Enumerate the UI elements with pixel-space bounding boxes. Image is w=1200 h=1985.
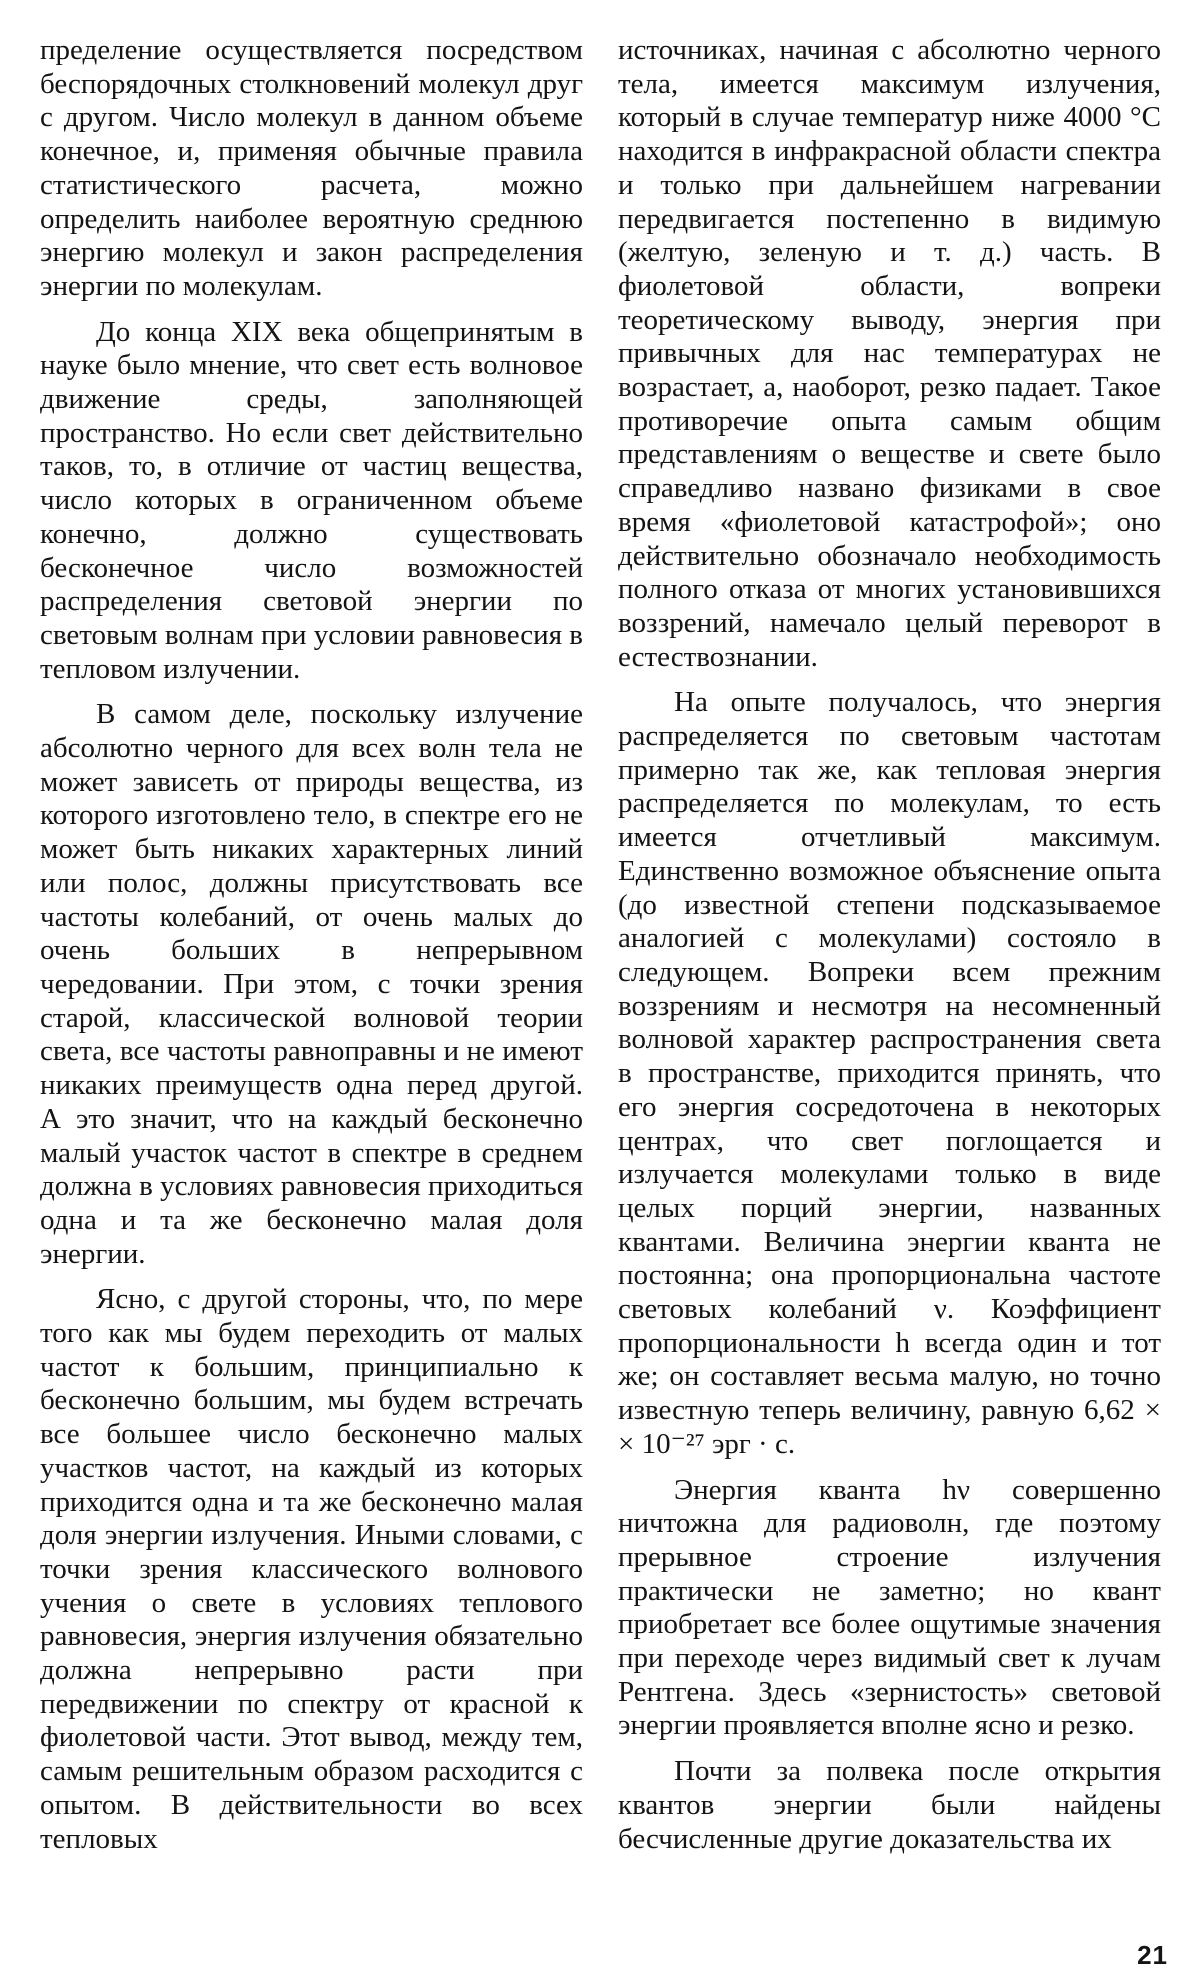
page-number: 21 <box>1137 1940 1168 1970</box>
paragraph: пределение осуществляется посредством беспорядочных столкновений молекул друг с другом. Число молекул в данном объеме конечное, и, применяя обычные правила статистического расчета, можно определить наиболее вероятную среднюю энергию молекул и закон распределения энергии по молекулам. <box>40 34 583 302</box>
left-column <box>40 34 583 1868</box>
paragraph: источниках, начиная с абсолютно черного тела, имеется максимум излучения, который в случае температур ниже 4000 °С находится в инфракрасной области спектра и только при дальнейшем нагревании передвигается постепенно в видимую (желтую, зеленую и т. д.) часть. В фиолетовой области, вопреки теоретическому выводу, энергия при привычных для нас температурах не возрастает, а, наоборот, резко падает. Такое противоречие опыта самым общим представлениям о веществе и свете было справедливо названо физиками в свое время «фиолетовой катастрофой»; оно действительно обозначало необходимость полного отказа от многих установившихся воззрений, намечало целый переворот в естествознании. <box>618 34 1161 673</box>
paragraph: Ясно, с другой стороны, что, по мере того как мы будем переходить от малых частот к большим, принципиально к бесконечно большим, мы будем встречать все большее число бесконечно малых участков частот, на каждый из которых приходится одна и та же бесконечно малая доля энергии излучения. Иными словами, с точки зрения классического волнового учения о свете в условиях теплового равновесия, энергия излучения обязательно должна непрерывно расти при передвижении по спектру от красной к фиолетовой части. Этот вывод, между тем, самым решительным образом расходится с опытом. В действительности во всех тепловых <box>40 1283 583 1855</box>
paragraph: Почти за полвека после открытия квантов энергии были найдены бесчисленные другие доказательства их <box>618 1755 1161 1855</box>
right-column <box>618 34 1161 1868</box>
paragraph: На опыте получалось, что энергия распределяется по световым частотам примерно так же, как тепловая энергия распределяется по молекулам, то есть имеется отчетливый максимум. Единственно возможное объяснение опыта (до известной степени подсказываемое аналогией с молекулами) состояло в следующем. Вопреки всем прежним воззрениям и несмотря на несомненный волновой характер распространения света в пространстве, приходится принять, что его энергия сосредоточена в некоторых центрах, что свет поглощается и излучается молекулами только в виде целых порций энергии, названных квантами. Величина энергии кванта не постоянна; она пропорциональна частоте световых колебаний ν. Коэффициент пропорциональности h всегда один и тот же; он составляет весьма малую, но точно известную теперь величину, равную 6,62 × × 10⁻²⁷ эрг · с. <box>618 686 1161 1460</box>
paragraph: Энергия кванта hν совершенно ничтожна для радиоволн, где поэтому прерывное строение излучения практически не заметно; но квант приобретает все более ощутимые значения при переходе через видимый свет к лучам Рентгена. Здесь «зернистость» световой энергии проявляется вполне ясно и резко. <box>618 1473 1161 1742</box>
paragraph: До конца XIX века общепринятым в науке было мнение, что свет есть волновое движение среды, заполняющей пространство. Но если свет действительно таков, то, в отличие от частиц вещества, число которых в ограниченном объеме конечно, должно существовать бесконечное число возможностей распределения световой энергии по световым волнам при условии равновесия в тепловом излучении. <box>40 315 583 685</box>
paragraph: В самом деле, поскольку излучение абсолютно черного для всех волн тела не может зависеть от природы вещества, из которого изготовлено тело, в спектре его не может быть никаких характерных линий или полос, должны присутствовать все частоты колебаний, от очень малых до очень больших в непрерывном чередовании. При этом, с точки зрения старой, классической волновой теории света, все частоты равноправны и не имеют никаких преимуществ одна перед другой. А это значит, что на каждый бесконечно малый участок частот в спектре в среднем должна в условиях равновесия приходиться одна и та же бесконечно малая доля энергии. <box>40 698 583 1270</box>
